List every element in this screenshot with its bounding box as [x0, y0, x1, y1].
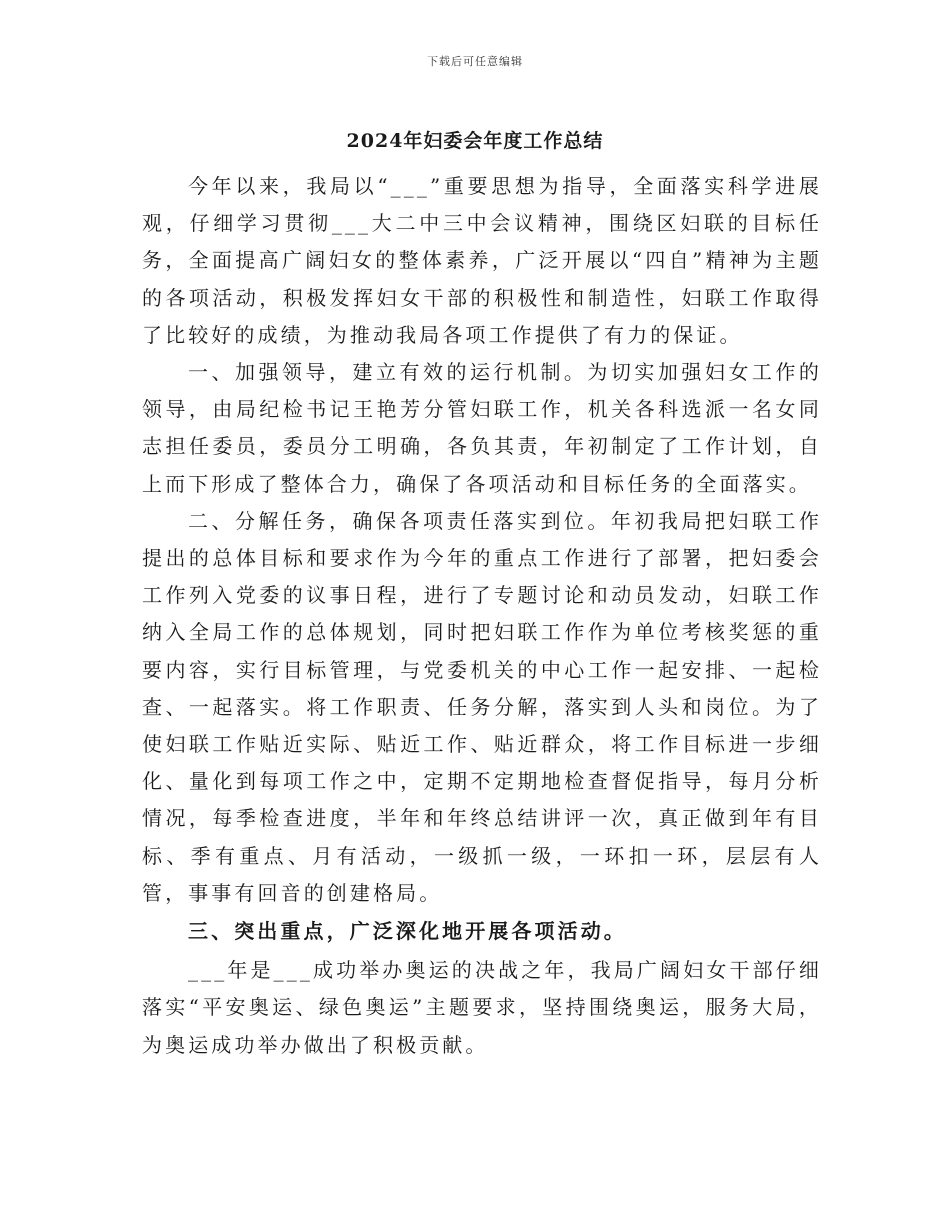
- section-3-heading: 三、突出重点，广泛深化地开展各项活动。: [188, 919, 627, 944]
- paragraph-intro: 今年以来，我局以“___”重要思想为指导，全面落实科学进展观，仔细学习贯彻___大二中三中会议精神，围绕区妇联的目标任务，全面提高广阔妇女的整体素养，广泛开展以“四自”精神为主题的各项活动，积极发挥妇女干部的积极性和制造性，妇联工作取得了比较好的成绩，为推动我局各项工作提供了有力的保证。: [142, 174, 822, 347]
- page-header-note: 下载后可任意编辑: [427, 55, 523, 68]
- paragraph-section-2: 二、分解任务，确保各项责任落实到位。年初我局把妇联工作提出的总体目标和要求作为今年的重点工作进行了部署，把妇委会工作列入党委的议事日程，进行了专题讨论和动员发动，妇联工作纳入全局工作的总体规划，同时把妇联工作作为单位考核奖惩的重要内容，实行目标管理，与党委机关的中心工作一起安排、一起检查、一起落实。将工作职责、任务分解，落实到人头和岗位。为了使妇联工作贴近实际、贴近工作、贴近群众，将工作目标进一步细化、量化到每项工作之中，定期不定期地检查督促指导，每月分析情况，每季检查进度，半年和年终总结讲评一次，真正做到年有目标、季有重点、月有活动，一级抓一级，一环扣一环，层层有人管，事事有回音的创建格局。: [142, 508, 822, 905]
- document-title: 2024年妇委会年度工作总结: [346, 130, 604, 152]
- paragraph-section-1: 一、加强领导，建立有效的运行机制。为切实加强妇女工作的领导，由局纪检书记王艳芳分管妇联工作，机关各科选派一名女同志担任委员，委员分工明确，各负其责，年初制定了工作计划，自上而下形成了整体合力，确保了各项活动和目标任务的全面落实。: [142, 360, 822, 496]
- paragraph-section-3: ___年是___成功举办奥运的决战之年，我局广阔妇女干部仔细落实“平安奥运、绿色奥运”主题要求，坚持围绕奥运，服务大局，为奥运成功举办做出了积极贡献。: [142, 958, 822, 1057]
- document-body: [142, 168, 822, 1064]
